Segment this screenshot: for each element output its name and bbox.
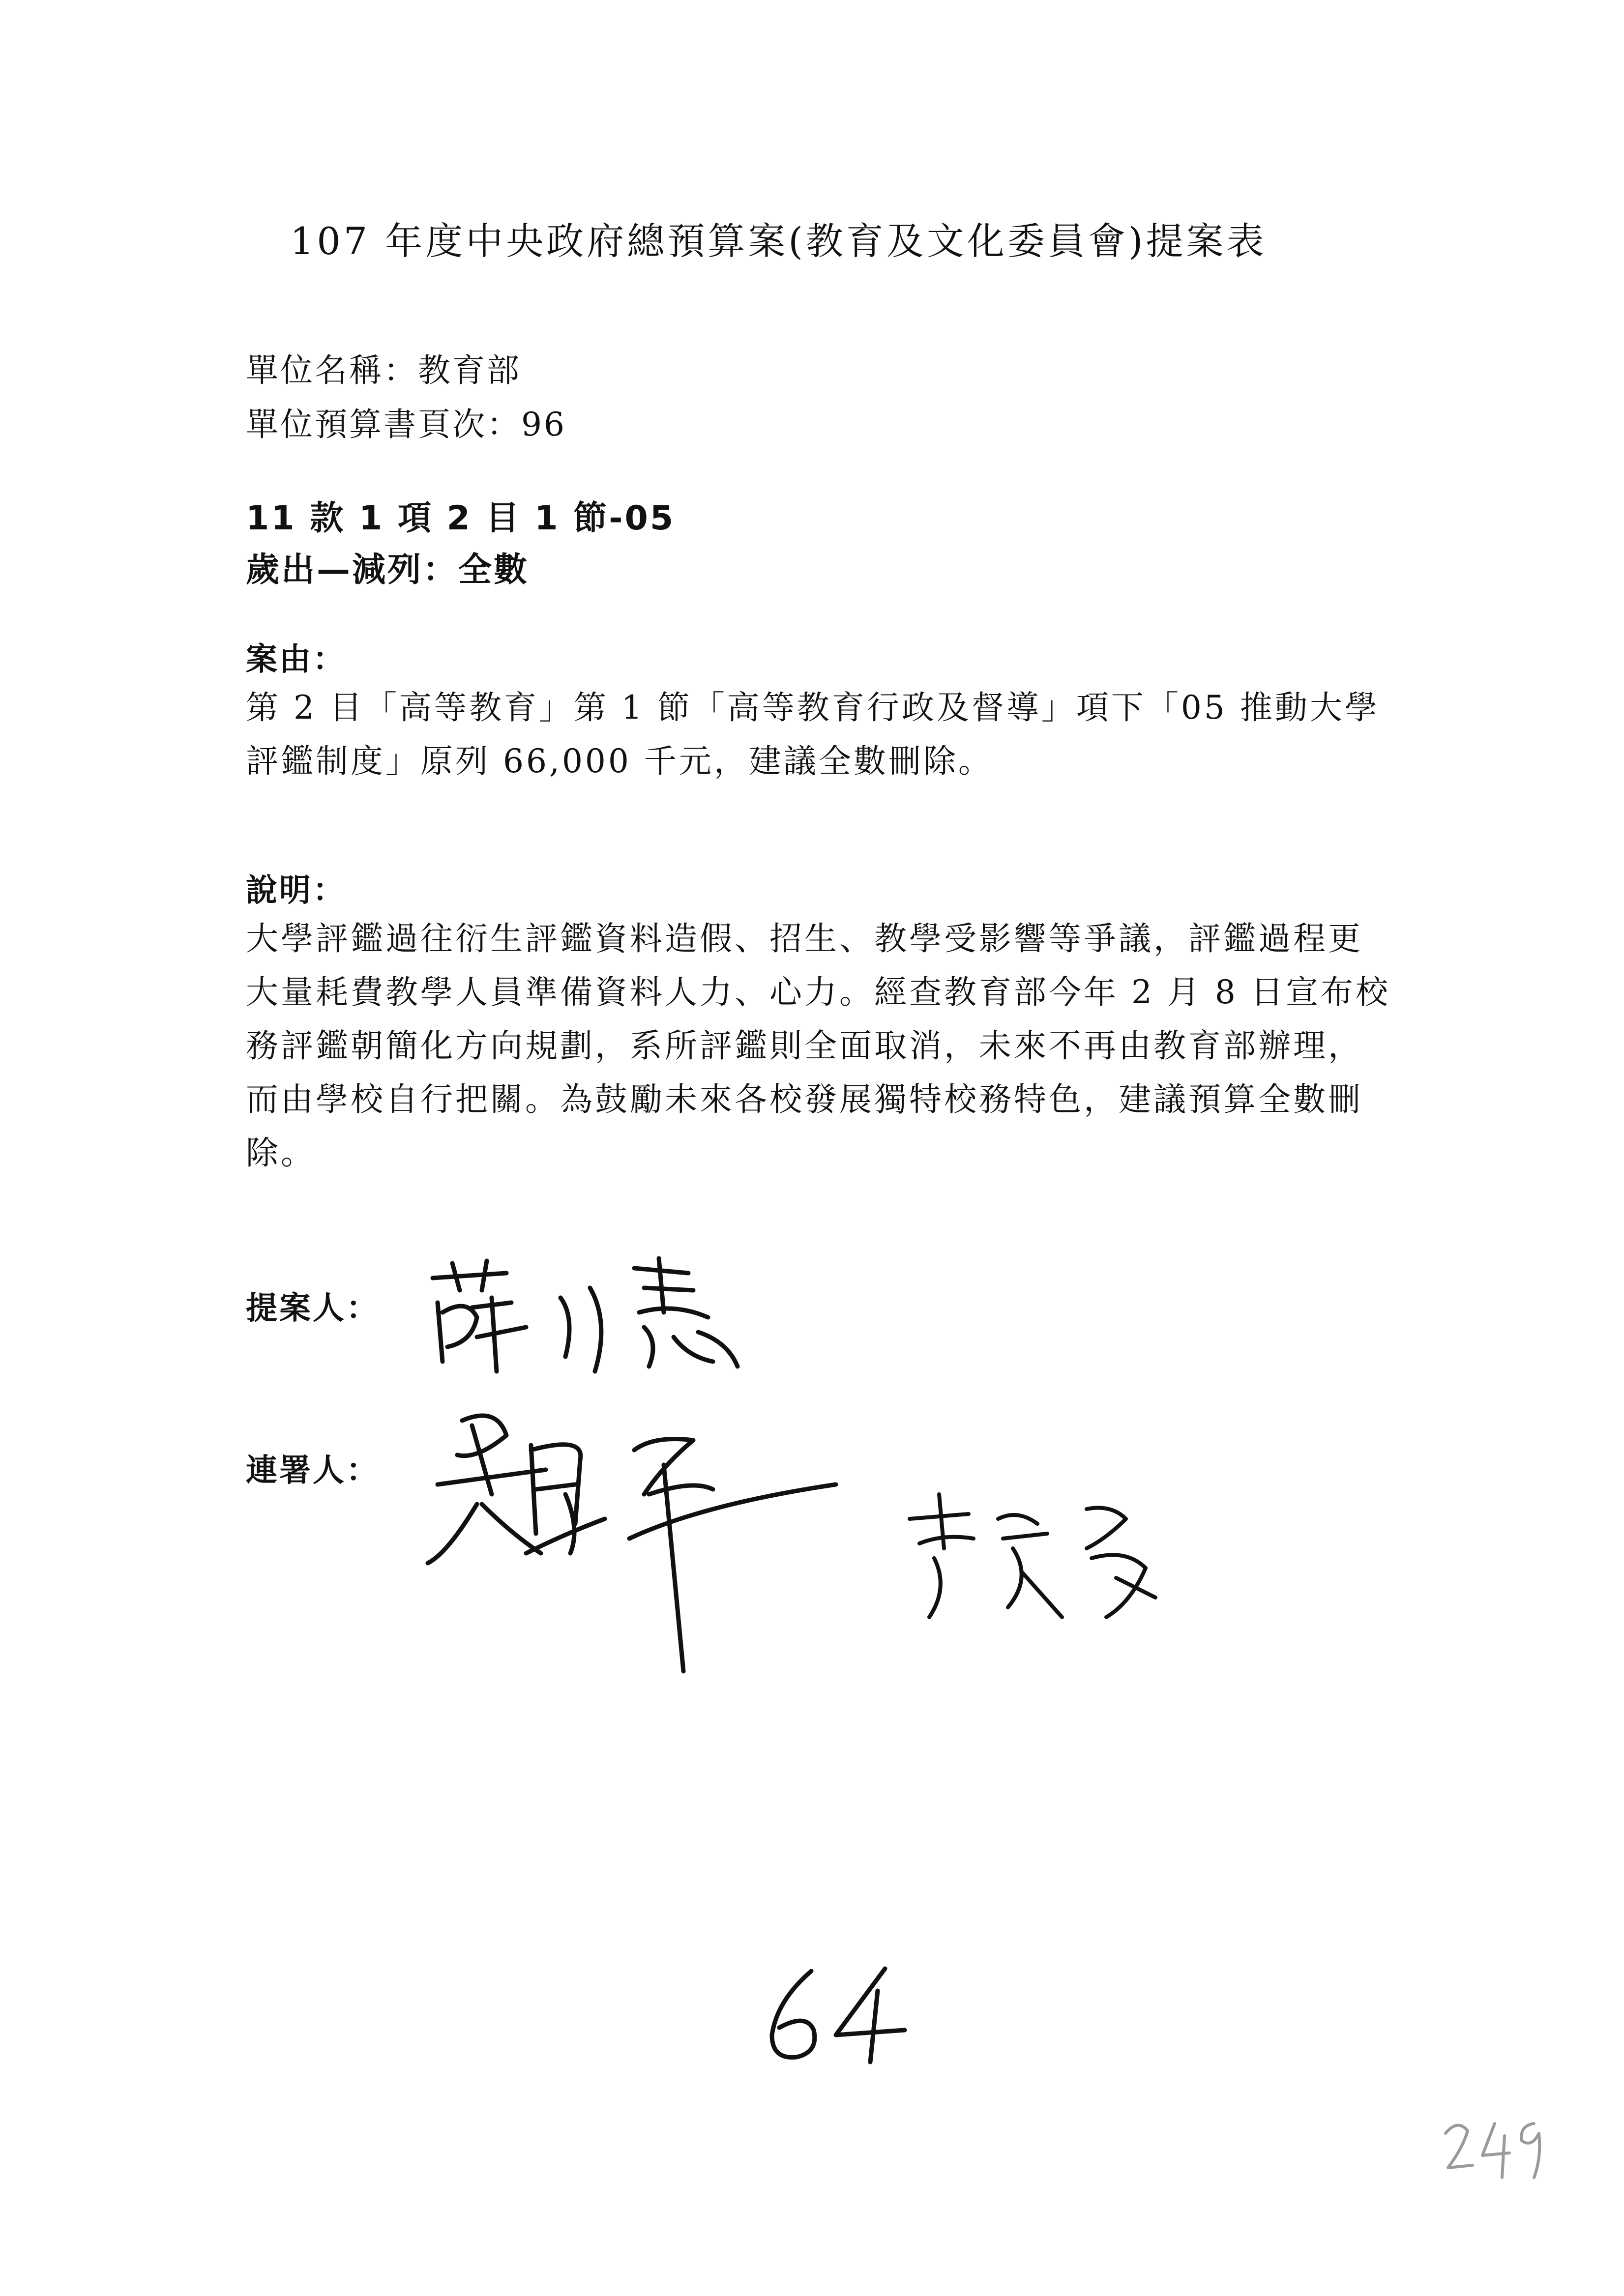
- proposer-label: 提案人：: [246, 1290, 380, 1327]
- corner-page-number: [1436, 2109, 1554, 2189]
- explanation-line: 務評鑑朝簡化方向規劃，系所評鑑則全面取消，未來不再由教育部辦理，: [246, 1027, 1363, 1065]
- explanation-line: 而由學校自行把關。為鼓勵未來各校發展獨特校務特色，建議預算全數刪: [246, 1080, 1363, 1118]
- explanation-heading: 說明：: [246, 872, 346, 909]
- explanation-paragraph: [246, 912, 1391, 1180]
- budget-page-line: 單位預算書頁次：96: [246, 406, 566, 443]
- budget-action: 歲出—減列：全數: [246, 551, 530, 589]
- proposer-signature: [413, 1244, 757, 1391]
- cosigner-signature: [900, 1489, 1175, 1637]
- unit-name-line: 單位名稱：教育部: [246, 351, 521, 389]
- reason-line: 評鑑制度」原列 66,000 千元，建議全數刪除。: [246, 742, 993, 780]
- handwritten-page-number: [757, 1961, 915, 2071]
- explanation-line: 大量耗費教學人員準備資料人力、心力。經查教育部今年 2 月 8 日宣布校: [246, 973, 1390, 1011]
- explanation-line: 除。: [246, 1134, 316, 1172]
- reason-heading: 案由：: [246, 641, 346, 678]
- reason-line: 第 2 目「高等教育」第 1 節「高等教育行政及督導」項下「05 推動大學: [246, 689, 1380, 727]
- document-title: 107 年度中央政府總預算案(教育及文化委員會)提案表: [290, 219, 1267, 263]
- item-code: 11 款 1 項 2 目 1 節-05: [246, 499, 676, 538]
- explanation-line: 大學評鑑過往衍生評鑑資料造假、招生、教學受影響等爭議，評鑑過程更: [246, 920, 1363, 958]
- cosigner-signature: [418, 1406, 860, 1681]
- reason-paragraph: [246, 681, 1391, 788]
- cosigner-label: 連署人：: [246, 1453, 380, 1489]
